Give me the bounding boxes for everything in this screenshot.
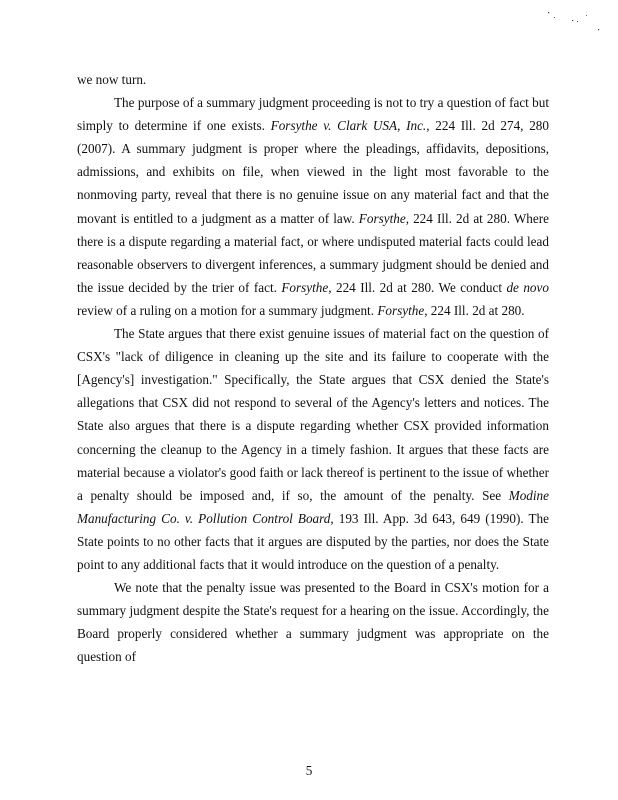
text-run: , 224 Ill. 2d at 280. <box>424 302 525 318</box>
paragraph <box>77 322 549 576</box>
citation-italic: Forsythe <box>377 302 425 318</box>
citation-italic: de novo <box>506 279 549 295</box>
body-text <box>77 68 549 668</box>
page-number: 5 <box>305 763 313 778</box>
text-run: we now turn. <box>77 72 147 87</box>
text-run: review of a ruling on a motion for a summary judgment. <box>77 302 378 318</box>
text-run: , 224 Ill. 2d at 280. Where there is a dispute regarding a material fact, or where undisputed material facts could lead reasonable observers to divergent inferences, a summary judgment should be denied and the issue decided by the trier of fact. <box>77 210 549 295</box>
paragraph <box>77 576 549 668</box>
citation-italic: Forsythe v. Clark USA, Inc. <box>270 118 427 134</box>
citation-italic: Forsythe <box>358 210 406 226</box>
text-run: , 193 Ill. App. 3d 643, 649 (1990). The State points to no other facts that it argues are disputed by the parties, nor does the State point to any additional facts that it would introduce on the question of a penalty. <box>77 510 550 572</box>
citation-italic: Modine Manufacturing Co. v. Pollution Control Board <box>77 487 549 526</box>
scan-artifact-specks <box>546 8 606 38</box>
text-run: The purpose of a summary judgment proceeding is not to try a question of fact but simply to determine if one exists. <box>77 95 549 134</box>
paragraph <box>77 91 549 322</box>
paragraph <box>77 68 549 91</box>
citation-italic: Forsythe <box>281 279 329 295</box>
text-run: We note that the penalty issue was presented to the Board in CSX's motion for a summary judgment despite the State's request for a hearing on the issue. Accordingly, the Board properly considered whether a summary judgment was appropriate on the question of <box>77 580 549 665</box>
text-run: The State argues that there exist genuine issues of material fact on the question of CSX's "lack of diligence in cleaning up the site and its failure to cooperate with the [Agency's] investigation." Specifically, the State argues that CSX denied the State's allegations that CSX did not respond to several of the Agency's letters and notices. The State also argues that there is a dispute regarding whether CSX provided information concerning the cleanup to the Agency in a timely fashion. It argues that these facts are material because a violator's good faith or lack thereof is pertinent to the issue of whether a penalty should be imposed and, if so, the amount of the penalty. See <box>77 326 549 503</box>
text-run: , 224 Ill. 2d at 280. We conduct <box>328 279 507 295</box>
text-run: , 224 Ill. 2d 274, 280 (2007). A summary judgment is proper where the pleadings, affidavits, depositions, admissions, and exhibits on file, when viewed in the light most favorable to the nonmoving party, reveal that there is no genuine issue on any material fact and that the movant is entitled to a judgment as a matter of law. <box>77 118 549 226</box>
